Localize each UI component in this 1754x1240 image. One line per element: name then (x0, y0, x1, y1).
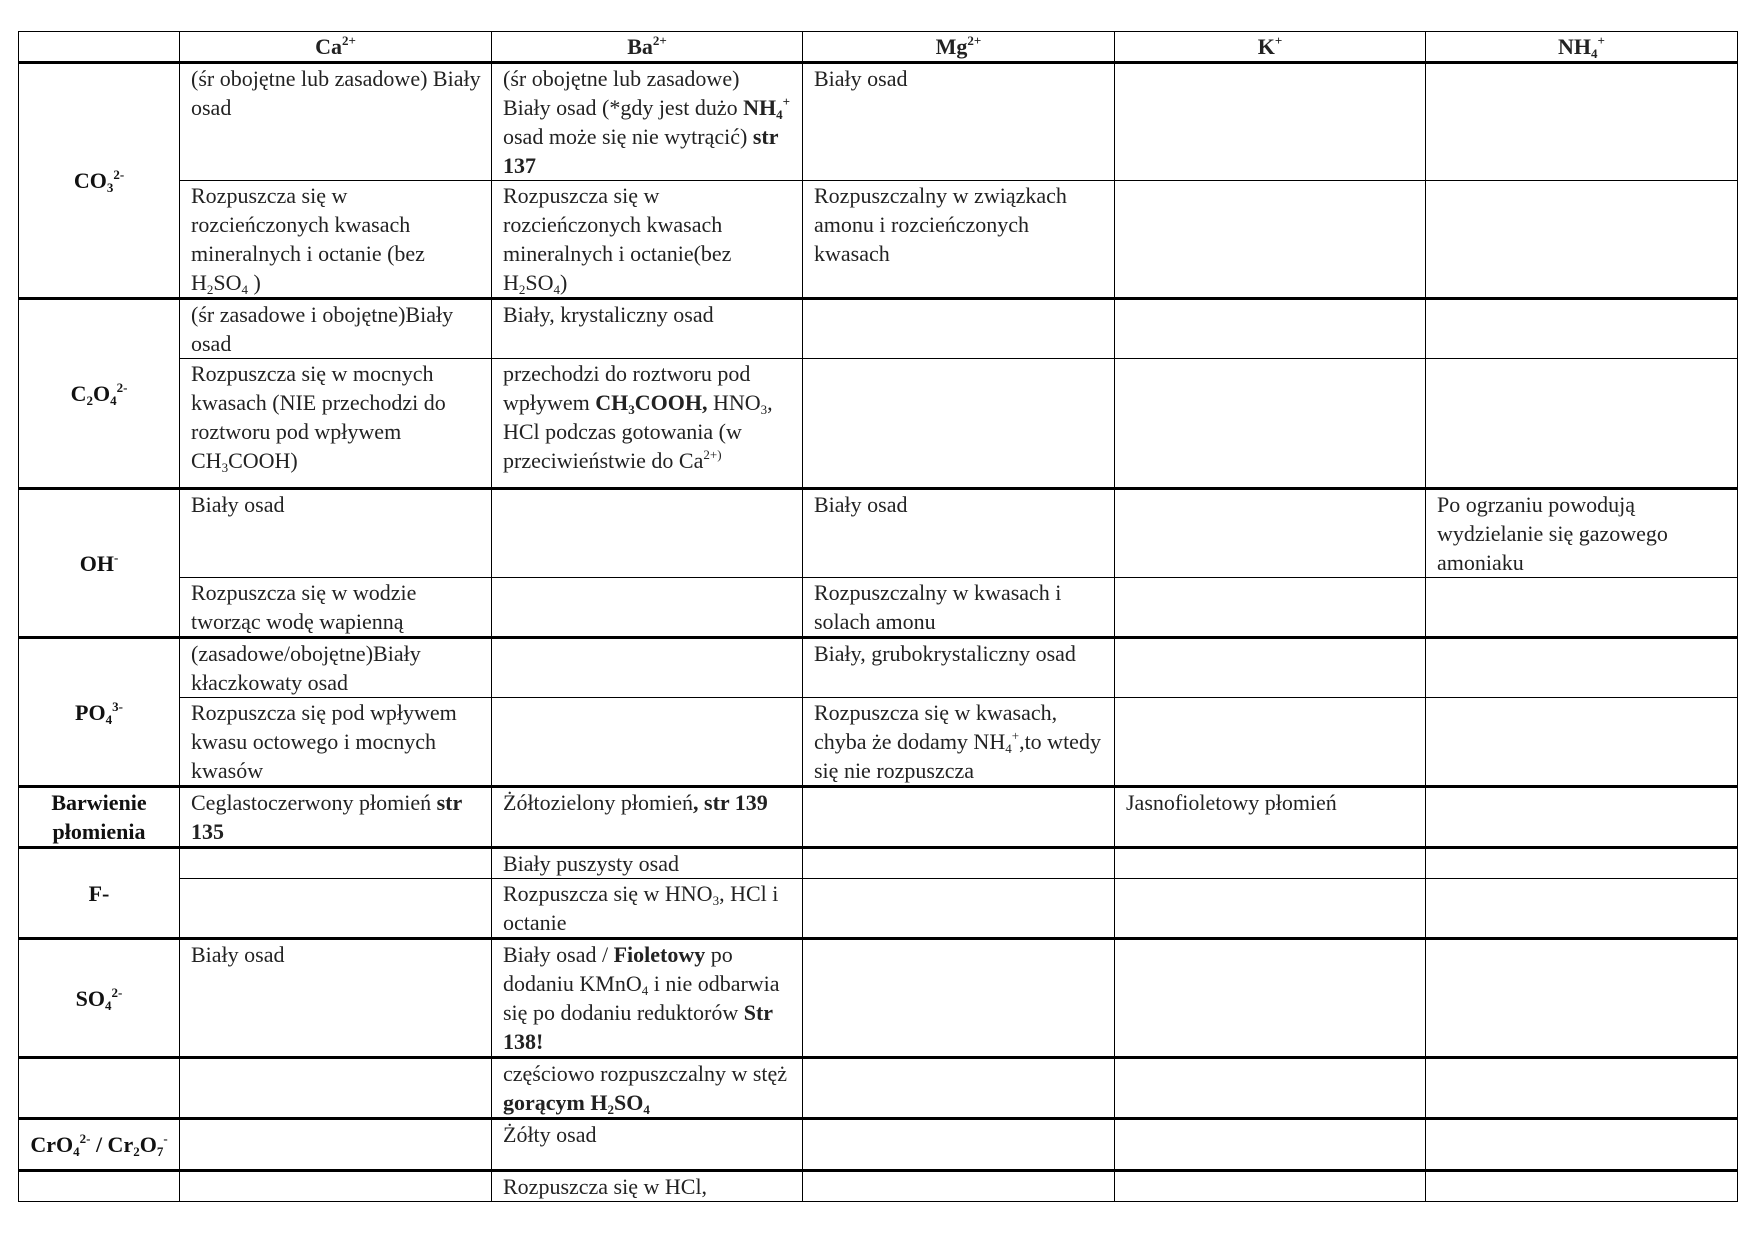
reaction-cell (180, 181, 492, 299)
anion-label (19, 299, 180, 489)
text-run: Żółtozielony płomień (503, 790, 694, 815)
subscript: 3 (760, 402, 768, 417)
header-cation (180, 32, 492, 63)
text-run: str 137 (503, 124, 779, 178)
table-row (19, 638, 1738, 698)
superscript: + (1597, 33, 1605, 48)
subscript: 3 (221, 460, 229, 475)
reaction-cell (803, 489, 1115, 578)
reaction-cell (492, 63, 803, 181)
reaction-cell (180, 698, 492, 787)
text-run: / Cr (90, 1132, 134, 1157)
text-run: COOH) (228, 448, 298, 473)
reaction-cell (492, 939, 803, 1058)
reaction-cell (1426, 299, 1738, 359)
reaction-cell (1426, 489, 1738, 578)
text-run: przechodzi do roztworu pod wpływem (503, 361, 751, 415)
reaction-cell (803, 939, 1115, 1058)
table-row (19, 787, 1738, 848)
subscript: 4 (641, 983, 649, 998)
subscript: 3 (628, 402, 635, 417)
text-run: CrO (30, 1132, 74, 1157)
text-run: Rozpuszcza się w rozcieńczonych kwasach mineralnych i octanie (bez H (191, 183, 425, 295)
table-row (19, 939, 1738, 1058)
reaction-cell (803, 299, 1115, 359)
reaction-cell (1115, 63, 1426, 181)
reaction-cell (492, 181, 803, 299)
text-run: O (139, 1132, 157, 1157)
reaction-cell (1115, 698, 1426, 787)
reaction-cell (1115, 489, 1426, 578)
reaction-cell (180, 63, 492, 181)
table-row (19, 299, 1738, 359)
text-run: PO (75, 699, 106, 725)
reaction-cell (1426, 1058, 1738, 1119)
reaction-cell (180, 638, 492, 698)
header-cation (1115, 32, 1426, 63)
reaction-cell (180, 299, 492, 359)
table-row (19, 1058, 1738, 1119)
reaction-cell (1426, 939, 1738, 1058)
superscript: 2+ (652, 33, 667, 48)
text-run: , HCl podczas gotowania (w przeciwieństwie do Ca (503, 390, 773, 473)
reaction-cell (1115, 787, 1426, 848)
subscript: 4 (105, 711, 113, 727)
text-run: Rozpuszcza się w HNO (503, 881, 713, 906)
text-run: Rozpuszczalny w kwasach i solach amonu (814, 580, 1062, 634)
text-run: Biały osad (191, 942, 285, 967)
reaction-cell (492, 1171, 803, 1202)
table-row (19, 63, 1738, 181)
text-run: HNO (707, 390, 761, 415)
subscript: 2 (133, 1144, 140, 1159)
reaction-cell (180, 1119, 492, 1171)
reaction-cell (492, 698, 803, 787)
text-run: Biały osad / (503, 942, 614, 967)
reaction-cell (803, 698, 1115, 787)
table-row (19, 698, 1738, 787)
cation-symbol: Mg (935, 34, 968, 59)
superscript: + (1274, 33, 1283, 48)
reaction-cell (180, 578, 492, 638)
reaction-cell (1426, 698, 1738, 787)
text-run: Po ogrzaniu powodują wydzielanie się gazowego amoniaku (1437, 492, 1668, 575)
text-run: (śr zasadowe i obojętne)Biały osad (191, 302, 454, 356)
superscript: 2- (79, 1131, 91, 1146)
reaction-cell (1115, 879, 1426, 939)
text-run: SO (525, 270, 554, 295)
table-row (19, 359, 1738, 489)
text-run: SO (613, 1090, 644, 1115)
subscript: 4 (1591, 46, 1598, 61)
text-run: SO (213, 270, 242, 295)
reaction-cell (492, 638, 803, 698)
subscript: 3 (106, 180, 114, 195)
text-run: COOH, (634, 390, 708, 415)
reaction-cell (1426, 1171, 1738, 1202)
superscript: 2- (113, 167, 125, 182)
text-run: Rozpuszcza się pod wpływem kwasu octowego i mocnych kwasów (191, 700, 457, 783)
reactions-table (18, 31, 1738, 1202)
reaction-cell (1115, 939, 1426, 1058)
text-run: częściowo rozpuszczalny w stęż (503, 1061, 788, 1086)
anion-label (19, 1171, 180, 1202)
table-row (19, 1119, 1738, 1171)
cation-symbol: K (1257, 34, 1275, 59)
text-run: Żółty osad (503, 1122, 597, 1147)
reaction-cell (803, 359, 1115, 489)
reaction-cell (1115, 578, 1426, 638)
text-run: po dodaniu KMnO (503, 942, 733, 996)
reaction-cell (180, 787, 492, 848)
text-run: Rozpuszcza się w rozcieńczonych kwasach mineralnych i octanie(bez H (503, 183, 732, 295)
text-run: NH (743, 95, 777, 120)
reaction-cell (1115, 359, 1426, 489)
subscript: 2 (86, 393, 93, 408)
subscript: 4 (73, 1144, 80, 1159)
anion-label (19, 489, 180, 638)
reaction-cell (180, 1058, 492, 1119)
reaction-cell (180, 489, 492, 578)
reaction-cell (1115, 848, 1426, 879)
text-run: SO (75, 985, 105, 1011)
table-row (19, 578, 1738, 638)
reaction-cell (803, 181, 1115, 299)
reaction-cell (492, 1119, 803, 1171)
table-body (19, 63, 1738, 1202)
reaction-cell (492, 299, 803, 359)
subscript: 4 (241, 282, 249, 297)
superscript: 3- (112, 698, 123, 714)
reaction-cell (803, 879, 1115, 939)
anion-label (19, 848, 180, 939)
reaction-cell (1426, 638, 1738, 698)
reaction-cell (803, 1171, 1115, 1202)
reaction-cell (180, 879, 492, 939)
table-row (19, 848, 1738, 879)
text-run: OH (79, 550, 114, 576)
cation-symbol: Ca (315, 34, 342, 59)
text-run: , str 139 (693, 790, 768, 815)
text-run: CH (595, 390, 629, 415)
table-row (19, 181, 1738, 299)
text-run: gorącym H (503, 1090, 608, 1115)
reaction-cell (1115, 638, 1426, 698)
reaction-cell (803, 63, 1115, 181)
subscript: 4 (643, 1102, 650, 1117)
superscript: 2+ (341, 33, 356, 48)
reaction-cell (1426, 63, 1738, 181)
reaction-cell (180, 359, 492, 489)
reaction-cell (1426, 848, 1738, 879)
anion-label (19, 1119, 180, 1171)
superscript: - (113, 549, 119, 565)
reaction-cell (803, 578, 1115, 638)
subscript: 4 (776, 107, 783, 122)
subscript: 3 (712, 893, 720, 908)
reaction-cell (1426, 787, 1738, 848)
anion-label (19, 63, 180, 299)
subscript: 2 (518, 282, 526, 297)
text-run: Barwienie płomienia (51, 790, 147, 844)
reaction-cell (492, 489, 803, 578)
reaction-cell (180, 1171, 492, 1202)
text-run: Rozpuszcza się w HCl, (503, 1174, 708, 1199)
text-run: (zasadowe/obojętne)Biały kłaczkowaty osad (191, 641, 421, 695)
anion-label (19, 787, 180, 848)
table-row (19, 1171, 1738, 1202)
superscript: 2- (116, 380, 128, 395)
text-run: Jasnofioletowy płomień (1126, 790, 1337, 815)
anion-label (19, 638, 180, 787)
reaction-cell (492, 1058, 803, 1119)
text-run: C (70, 381, 87, 406)
reaction-cell (1426, 181, 1738, 299)
superscript: + (1011, 728, 1020, 743)
text-run: Fioletowy (613, 942, 706, 967)
subscript: 4 (553, 282, 561, 297)
superscript: 2+) (703, 447, 722, 462)
superscript: + (782, 94, 791, 109)
reaction-cell (492, 359, 803, 489)
text-run: Rozpuszcza się w kwasach, chyba że dodamy NH (814, 700, 1058, 754)
text-run: Rozpuszczalny w związkach amonu i rozcieńczonych kwasach (814, 183, 1067, 266)
text-run: F- (88, 880, 110, 906)
subscript: 2 (206, 282, 214, 297)
text-run: Biały osad (191, 492, 285, 517)
text-run: Ceglastoczerwony płomień (191, 790, 437, 815)
reaction-cell (492, 879, 803, 939)
reaction-cell (1426, 578, 1738, 638)
cation-symbol: Ba (627, 34, 653, 59)
superscript: - (163, 1131, 168, 1146)
subscript: 4 (1005, 741, 1012, 756)
text-run: Biały osad (814, 492, 908, 517)
reaction-cell (803, 1058, 1115, 1119)
anion-label (19, 1058, 180, 1119)
reaction-cell (492, 578, 803, 638)
reaction-cell (492, 848, 803, 879)
table-row (19, 489, 1738, 578)
reaction-cell (803, 638, 1115, 698)
reaction-cell (803, 848, 1115, 879)
header-corner (19, 32, 180, 63)
reaction-cell (180, 848, 492, 879)
superscript: 2- (111, 984, 123, 1000)
table-row (19, 879, 1738, 939)
text-run: Biały puszysty osad (503, 851, 679, 876)
text-run: Rozpuszcza się w mocnych kwasach (NIE przechodzi do roztworu pod wpływem CH (191, 361, 446, 473)
reaction-cell (1426, 879, 1738, 939)
text-run: Rozpuszcza się w wodzie tworząc wodę wapienną (191, 580, 417, 634)
subscript: 2 (607, 1102, 614, 1117)
reaction-cell (1115, 181, 1426, 299)
text-run: osad może się nie wytrącić) (503, 124, 753, 149)
text-run: (śr obojętne lub zasadowe) Biały osad (*gdy jest dużo (503, 66, 744, 120)
header-cation (803, 32, 1115, 63)
reaction-cell (803, 1119, 1115, 1171)
reaction-cell (1115, 1058, 1426, 1119)
text-run: i nie odbarwia się po dodaniu reduktorów (503, 971, 780, 1025)
subscript: 4 (105, 997, 112, 1013)
text-run: Biały osad (814, 66, 908, 91)
anion-label (19, 939, 180, 1058)
reaction-cell (1426, 359, 1738, 489)
text-run: Biały, grubokrystaliczny osad (814, 641, 1076, 666)
text-run: ,to wtedy się nie rozpuszcza (814, 729, 1101, 783)
reaction-cell (1115, 1119, 1426, 1171)
superscript: 2+ (967, 33, 982, 48)
text-run: ) (560, 270, 568, 295)
header-row (19, 32, 1738, 63)
text-run: ) (248, 270, 261, 295)
subscript: 7 (156, 1144, 164, 1159)
header-cation (492, 32, 803, 63)
reaction-cell (492, 787, 803, 848)
reaction-cell (803, 787, 1115, 848)
text-run: (śr obojętne lub zasadowe) Biały osad (191, 66, 481, 120)
text-run: Biały, krystaliczny osad (503, 302, 714, 327)
reaction-cell (180, 939, 492, 1058)
header-cation (1426, 32, 1738, 63)
text-run: Str 138! (503, 1000, 773, 1054)
text-run: O (92, 381, 111, 406)
reaction-cell (1426, 1119, 1738, 1171)
text-run: CO (73, 168, 107, 193)
subscript: 4 (110, 393, 117, 408)
reaction-cell (1115, 1171, 1426, 1202)
reaction-cell (1115, 299, 1426, 359)
text-run: str 135 (191, 790, 462, 844)
cation-symbol: NH (1558, 34, 1592, 59)
text-run: , HCl i octanie (503, 881, 779, 935)
